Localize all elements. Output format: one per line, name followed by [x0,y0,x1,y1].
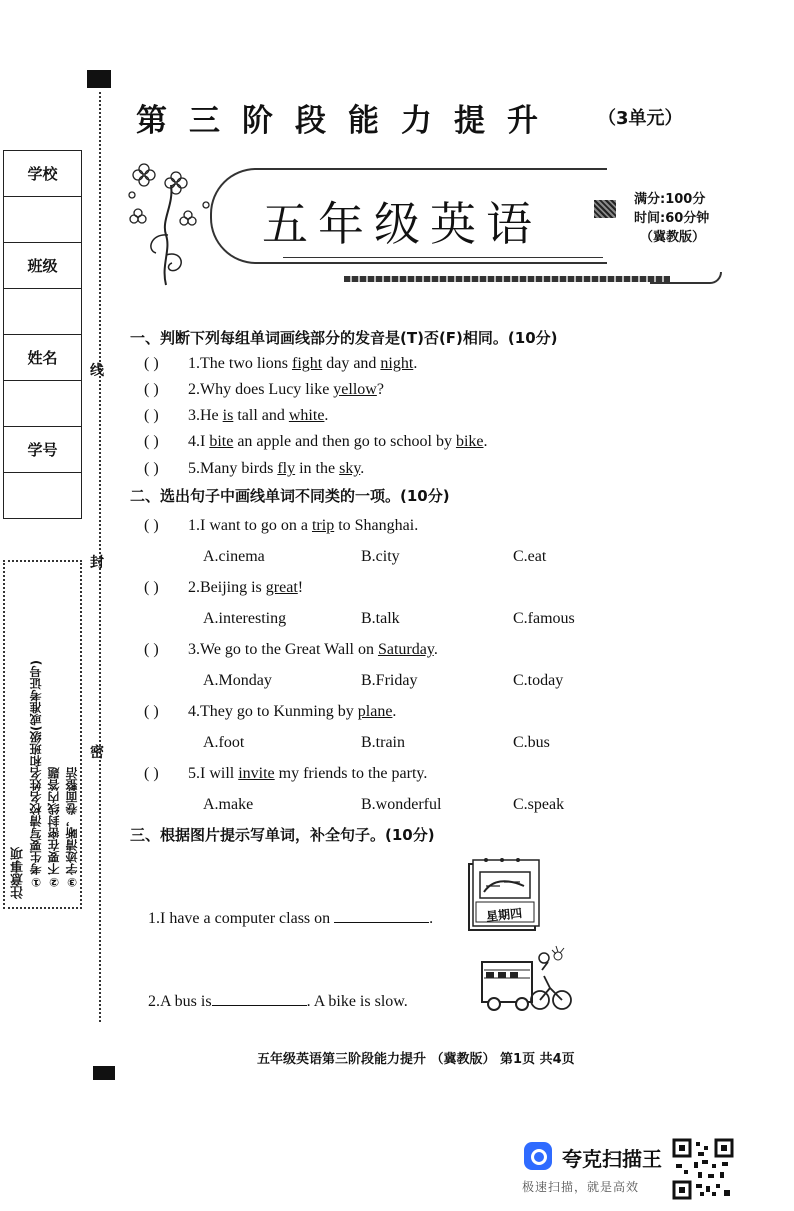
rod-end [650,272,722,284]
notes-title: 注意事项 [11,847,26,899]
seal-char-line: 线 [90,363,104,379]
q-underlined: yellow [333,381,377,398]
note-1: ①考生要写清校名姓名和班级(或准考证号) [29,660,43,889]
q-underlined: trip [311,517,335,534]
subject-title: 五年级英语 [262,197,542,251]
answer-paren[interactable]: ( ) [144,517,159,534]
q-underlined: fly [277,460,296,477]
section-3-title: 三、根据图片提示写单词，补全句子。(10分) [130,826,435,844]
q-text: . [324,407,329,424]
answer-paren[interactable]: ( ) [144,355,159,372]
answer-paren[interactable]: ( ) [144,381,159,398]
page-title: 第三阶段能力提升 [136,103,560,139]
option-b: B.wonderful [361,796,442,813]
q-underlined: invite [238,765,275,782]
q-underlined: Saturday [377,641,434,658]
q-underlined: bike [455,433,484,450]
s1-question-2 [188,381,384,399]
label-name: 姓名 [4,335,81,381]
q-underlined: bite [209,433,234,450]
q-text: . [413,355,418,372]
q-underlined: night [380,355,414,372]
q-underlined: great [265,579,298,596]
registration-mark-bottom [93,1066,115,1080]
q-text: 2.Why does Lucy like [188,381,334,398]
q-text: to Shanghai. [334,517,419,534]
q-underlined: fight [292,355,323,372]
option-b: B.train [361,734,405,751]
brand-name: 夸克扫描王 [562,1147,662,1171]
note-3: ③字迹清晰，卷面整洁 [65,767,79,889]
answer-paren[interactable]: ( ) [144,407,159,424]
q-text: . [483,433,488,450]
q-text: ! [297,579,304,596]
seal-char-secret: 密 [90,745,104,761]
q-text: 4.I [188,433,210,450]
option-c: C.bus [513,734,550,751]
q-underlined: is [222,407,234,424]
s1-question-3 [188,407,328,425]
q-text: . [429,910,434,927]
answer-paren[interactable]: ( ) [144,641,159,658]
answer-paren[interactable]: ( ) [144,765,159,782]
exam-info [634,190,709,247]
name-field[interactable] [4,381,81,427]
q-text: 5.I will [188,765,239,782]
section-1-title: 一、判断下列每组单词画线部分的发音是(T)否(F)相同。(10分) [130,329,558,347]
q-text: . [360,460,365,477]
q-text: my friends to the party. [274,765,428,782]
option-a: A.Monday [203,672,272,689]
s3-question-2 [148,993,408,1011]
s3-question-1 [148,910,433,928]
q-text: 4.They go to Kunming by [188,703,358,720]
option-b: B.talk [361,610,400,627]
s1-question-1 [188,355,417,373]
q-underlined: white [288,407,325,424]
label-school: 学校 [4,151,81,197]
calendar-day-label: 星期四 [485,906,523,924]
qr-code-icon [672,1138,734,1200]
school-field[interactable] [4,197,81,243]
option-a: A.interesting [203,610,287,627]
q-text: ? [376,381,384,398]
answer-blank[interactable] [334,910,429,923]
q-text: . [392,703,397,720]
q-text: an apple and then go to school by [233,433,456,450]
q-text: . A bike is slow. [306,993,408,1010]
q-text: . [433,641,438,658]
q-underlined: sky [339,460,361,477]
registration-mark-top [87,70,111,88]
q-text: tall and [233,407,289,424]
section-2-title: 二、选出句子中画线单词不同类的一项。(10分) [130,487,450,505]
q-text: 1.I have a computer class on [148,910,335,927]
q-text: in the [295,460,340,477]
bus-and-bike-icon [478,940,573,1018]
banner-tag [594,200,616,218]
s1-question-5 [188,460,364,478]
s2-question-4 [188,703,396,721]
option-c: C.today [513,672,564,689]
seal-char-seal: 封 [90,555,104,571]
option-a: A.make [203,796,254,813]
student-info-table [3,150,82,519]
class-field[interactable] [4,289,81,335]
answer-paren[interactable]: ( ) [144,579,159,596]
s2-question-5 [188,765,427,783]
label-student-id: 学号 [4,427,81,473]
option-c: C.eat [513,548,547,565]
unit-label: （3单元） [598,108,683,129]
q-text: 2.Beijing is [188,579,266,596]
brand-slogan: 极速扫描，就是高效 [522,1180,640,1194]
s2-question-2 [188,579,303,597]
flower-decoration-icon [126,155,216,290]
answer-paren[interactable]: ( ) [144,433,159,450]
answer-paren[interactable]: ( ) [144,460,159,477]
q-text: 3.He [188,407,223,424]
answer-paren[interactable]: ( ) [144,703,159,720]
q-text: day and [322,355,381,372]
banner-line [283,257,603,258]
edition-label: （冀教版） [640,230,706,245]
full-score: 满分:100分 [634,192,706,207]
q-underlined: plane [357,703,393,720]
answer-blank[interactable] [212,993,307,1006]
q-text: 5.Many birds [188,460,278,477]
note-2: ②不要在密封线内答题 [47,767,61,889]
s2-question-1 [188,517,418,535]
option-c: C.famous [513,610,575,627]
s1-question-4 [188,433,488,451]
q-text: 3.We go to the Great Wall on [188,641,378,658]
page-footer: 五年级英语第三阶段能力提升 （冀教版） 第1页 共4页 [257,1052,575,1067]
option-c: C.speak [513,796,565,813]
time-limit: 时间:60分钟 [634,211,710,226]
quark-logo-icon [524,1142,552,1170]
notes-box [3,560,82,909]
student-id-field[interactable] [4,473,81,518]
q-text: 1.The two lions [188,355,292,372]
label-class: 班级 [4,243,81,289]
option-b: B.city [361,548,400,565]
q-text: 2.A bus is [148,993,212,1010]
option-a: A.foot [203,734,245,751]
s2-question-3 [188,641,438,659]
q-text: 1.I want to go on a [188,517,312,534]
option-b: B.Friday [361,672,418,689]
decorative-rod [344,276,670,282]
option-a: A.cinema [203,548,265,565]
